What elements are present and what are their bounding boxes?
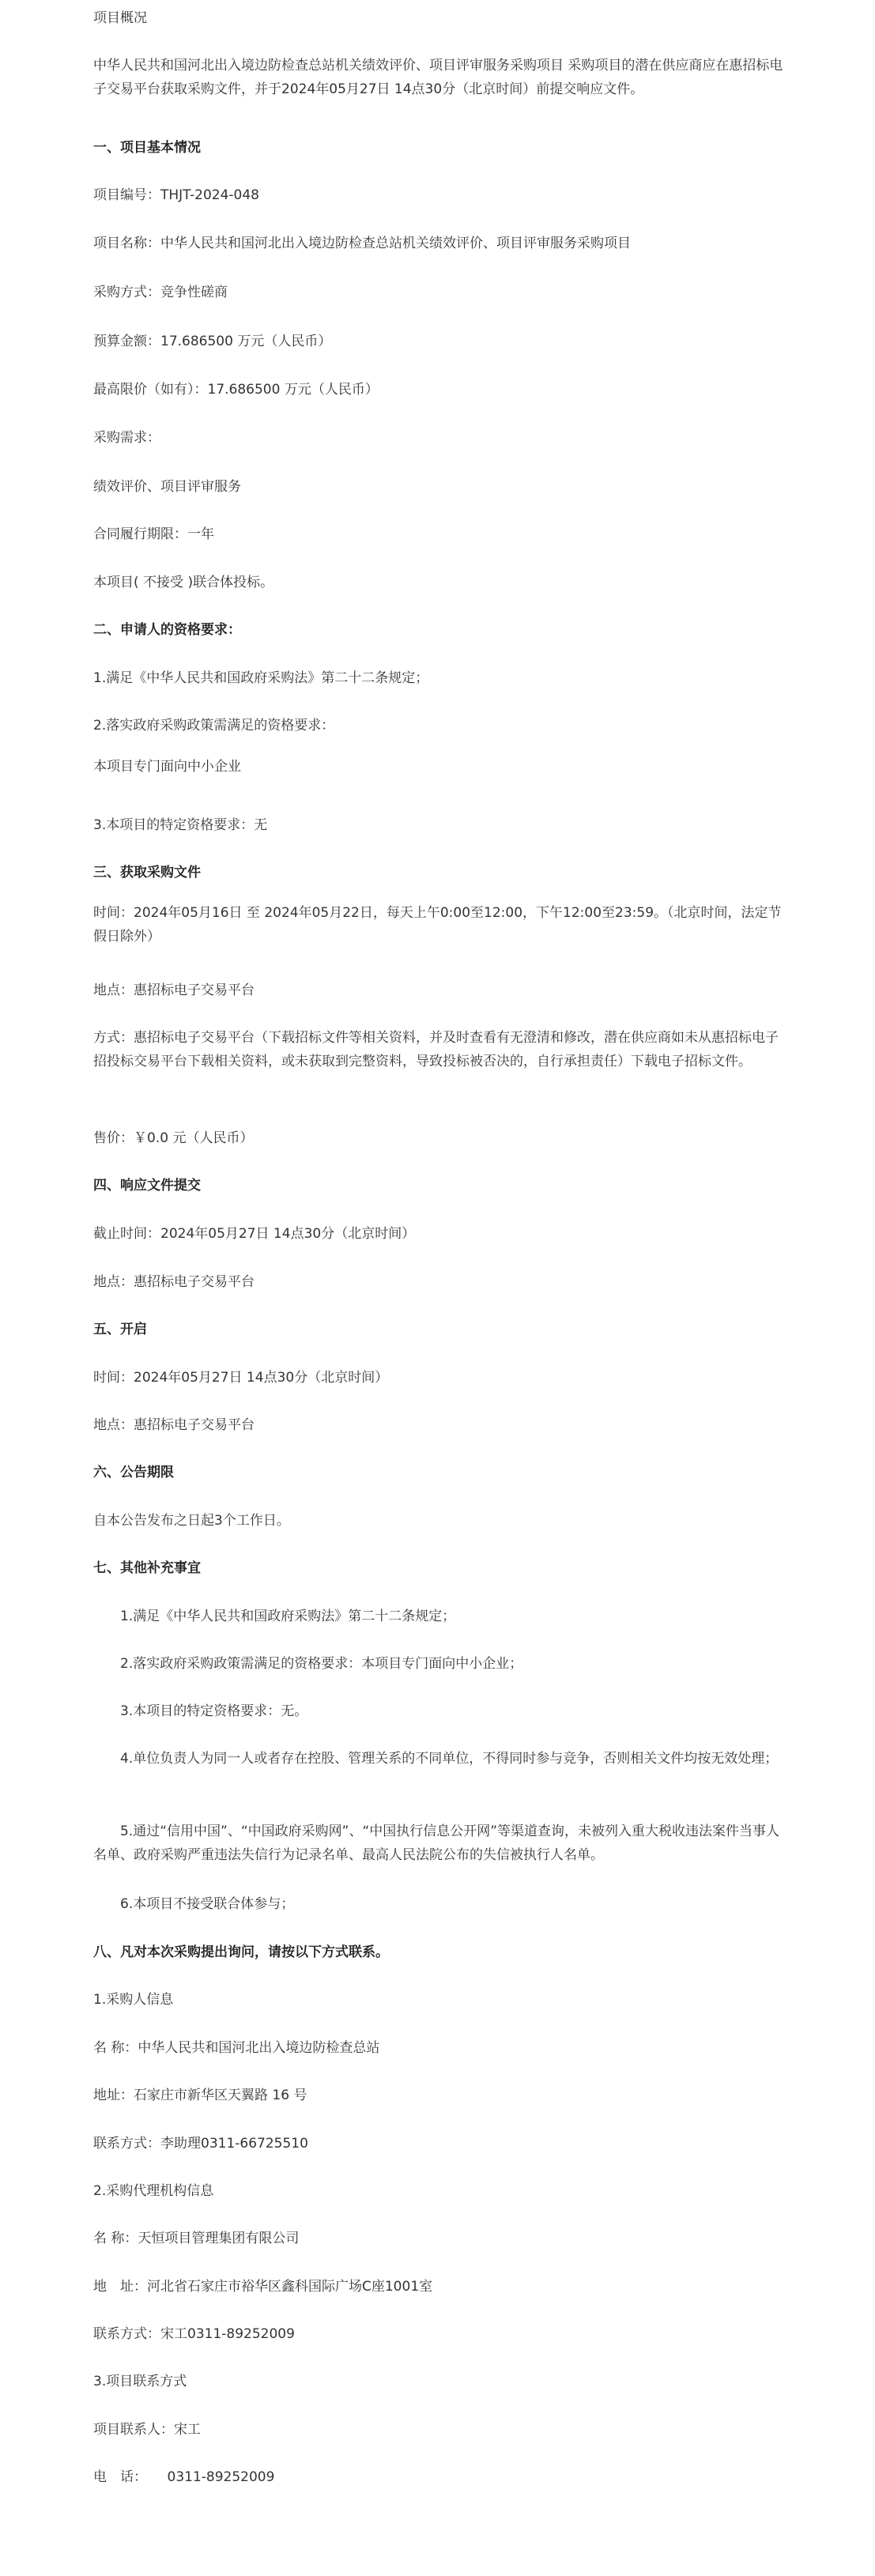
agent-address: 地 址：河北省石家庄市裕华区鑫科国际广场C座1001室 — [93, 2279, 433, 2295]
buyer-contact: 联系方式：李助理0311-66725510 — [93, 2136, 308, 2152]
max-price: 最高限价（如有）：17.686500 万元（人民币） — [93, 382, 379, 398]
project-number: 项目编号：THJT-2024-048 — [93, 187, 259, 203]
opening-place: 地点：惠招标电子交易平台 — [93, 1417, 255, 1433]
section2-heading: 二、申请人的资格要求： — [93, 622, 241, 638]
demand-label: 采购需求： — [93, 430, 160, 446]
consortium-note: 本项目( 不接受 )联合体投标。 — [93, 575, 274, 590]
agent-name: 名 称：天恒项目管理集团有限公司 — [93, 2231, 300, 2246]
requirement-3: 3.本项目的特定资格要求：无 — [93, 817, 268, 833]
contract-term: 合同履行期限：一年 — [93, 526, 214, 542]
agent-contact: 联系方式：宋工0311-89252009 — [93, 2326, 295, 2342]
submit-place: 地点：惠招标电子交易平台 — [93, 1274, 255, 1290]
section3-heading: 三、获取采购文件 — [93, 865, 201, 881]
buyer-info-label: 1.采购人信息 — [93, 1992, 174, 2008]
project-contact-phone: 电 话： 0311-89252009 — [93, 2469, 275, 2485]
requirement-1: 1.满足《中华人民共和国政府采购法》第二十二条规定； — [93, 670, 429, 686]
section8-heading: 八、凡对本次采购提出询问，请按以下方式联系。 — [93, 1944, 389, 1960]
project-name: 项目名称：中华人民共和国河北出入境边防检查总站机关绩效评价、项目评审服务采购项目 — [93, 236, 631, 251]
supplement-item-1: 1.满足《中华人民共和国政府采购法》第二十二条规定； — [120, 1609, 456, 1624]
overview-intro: 中华人民共和国河北出入境边防检查总站机关绩效评价、项目评审服务采购项目 采购项目的潜在供应商应在惠招标电子交易平台获取采购文件，并于2024年05月27日 14点30分（北京时间）前提交响应文件。 — [93, 58, 783, 97]
project-contact-label: 3.项目联系方式 — [93, 2374, 187, 2389]
section1-heading: 一、项目基本情况 — [93, 140, 201, 156]
supplement-item-4: 4.单位负责人为同一人或者存在控股、管理关系的不同单位，不得同时参与竞争，否则相关文件均按无效处理； — [120, 1751, 779, 1767]
procurement-method: 采购方式：竞争性磋商 — [93, 285, 228, 300]
demand-content: 绩效评价、项目评审服务 — [93, 479, 241, 495]
supplement-item-3: 3.本项目的特定资格要求：无。 — [120, 1703, 308, 1719]
budget-amount: 预算金额：17.686500 万元（人民币） — [93, 334, 332, 349]
obtain-place: 地点：惠招标电子交易平台 — [93, 983, 255, 998]
obtain-time: 时间：2024年05月16日 至 2024年05月22日，每天上午0:00至12:00，下午12:00至23:59。（北京时间，法定节假日除外） — [93, 905, 782, 945]
agent-info-label: 2.采购代理机构信息 — [93, 2183, 214, 2199]
section7-heading: 七、其他补充事宜 — [93, 1560, 201, 1576]
project-contact-person: 项目联系人：宋工 — [93, 2422, 201, 2438]
section6-heading: 六、公告期限 — [93, 1465, 174, 1480]
section4-heading: 四、响应文件提交 — [93, 1178, 201, 1194]
supplement-item-6: 6.本项目不接受联合体参与； — [120, 1896, 295, 1912]
obtain-way: 方式：惠招标电子交易平台（下载招标文件等相关资料，并及时查看有无澄清和修改，潜在供应商如未从惠招标电子招投标交易平台下载相关资料，或未获取到完整资料，导致投标被否决的，自行承担责任）下载电子招标文件。 — [93, 1030, 779, 1069]
supplement-item-5: 5.通过“信用中国”、“中国政府采购网”、“中国执行信息公开网”等渠道查询，未被列入重大税收违法案件当事人名单、政府采购严重违法失信行为记录名单、最高人民法院公布的失信被执行人名单。 — [93, 1824, 780, 1863]
buyer-address: 地址：石家庄市新华区天翼路 16 号 — [93, 2088, 307, 2103]
section5-heading: 五、开启 — [93, 1322, 147, 1337]
requirement-2: 2.落实政府采购政策需满足的资格要求： — [93, 718, 335, 734]
supplement-item-2: 2.落实政府采购政策需满足的资格要求：本项目专门面向中小企业； — [120, 1656, 523, 1672]
notice-period: 自本公告发布之日起3个工作日。 — [93, 1513, 290, 1529]
requirement-2-detail: 本项目专门面向中小企业 — [93, 759, 241, 775]
buyer-name: 名 称：中华人民共和国河北出入境边防检查总站 — [93, 2040, 380, 2056]
overview-title: 项目概况 — [93, 10, 147, 26]
opening-time: 时间：2024年05月27日 14点30分（北京时间） — [93, 1370, 389, 1386]
submit-deadline: 截止时间：2024年05月27日 14点30分（北京时间） — [93, 1226, 416, 1242]
document-price: 售价：￥0.0 元（人民币） — [93, 1130, 254, 1146]
